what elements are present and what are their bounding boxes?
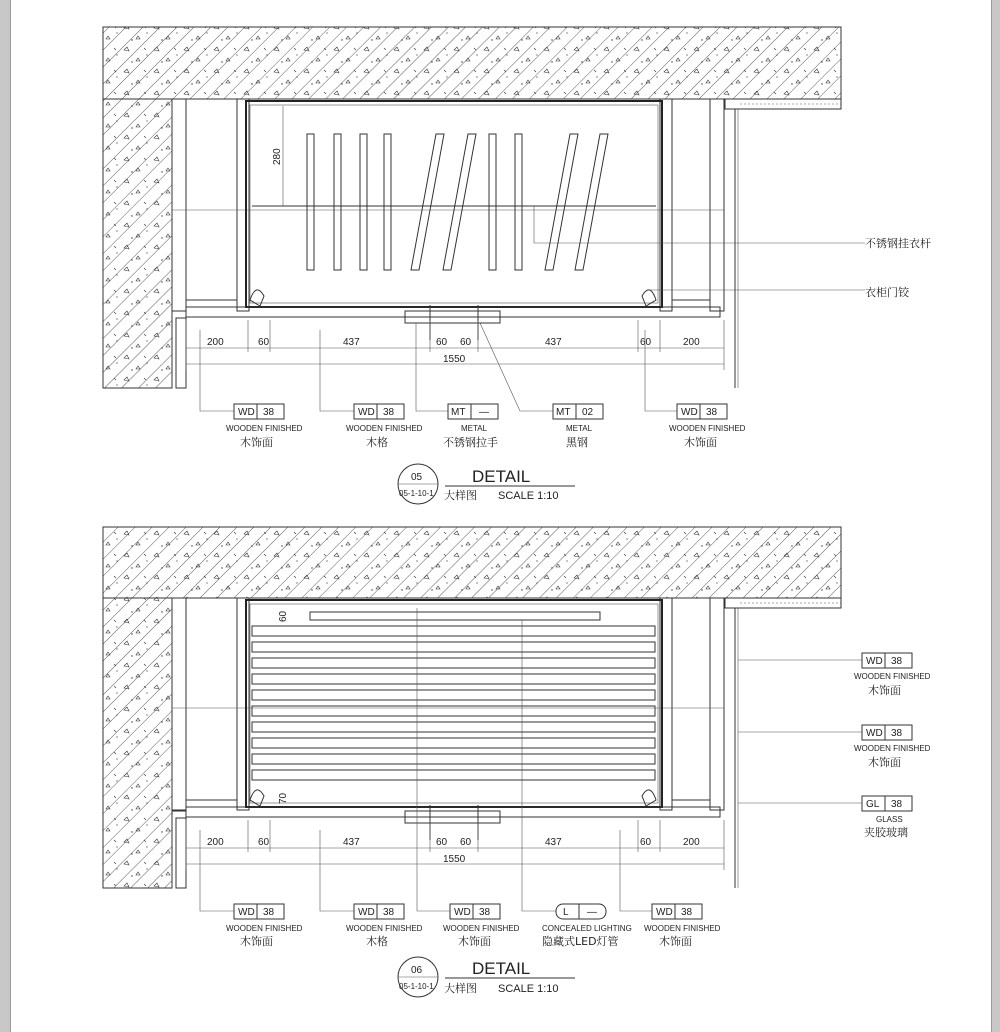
svg-text:WOODEN FINISHED: WOODEN FINISHED [346, 424, 423, 433]
material-tag [669, 404, 746, 449]
svg-text:38: 38 [263, 407, 275, 418]
material-tag [443, 404, 498, 449]
svg-text:WD: WD [866, 656, 883, 667]
svg-text:L: L [563, 907, 569, 918]
material-tag [443, 904, 520, 948]
dim: 200 [683, 337, 700, 348]
svg-text:夹胶玻璃: 夹胶玻璃 [864, 826, 908, 839]
svg-text:WOODEN FINISHED: WOODEN FINISHED [669, 424, 746, 433]
dim: 60 [436, 837, 448, 848]
dim: 200 [207, 837, 224, 848]
cabinet-box [246, 600, 662, 807]
svg-text:38: 38 [479, 907, 491, 918]
dim: 60 [436, 337, 448, 348]
svg-text:木饰面: 木饰面 [868, 684, 901, 697]
detail-06 [103, 527, 931, 997]
door-panels [186, 307, 720, 317]
dim: 60 [460, 837, 472, 848]
svg-text:METAL: METAL [566, 424, 593, 433]
material-tag [226, 404, 303, 449]
svg-text:WOODEN FINISHED: WOODEN FINISHED [226, 424, 303, 433]
detail-05 [103, 27, 931, 504]
material-tag-right [862, 796, 912, 839]
svg-text:38: 38 [706, 407, 718, 418]
led-tube [310, 612, 600, 620]
svg-text:木饰面: 木饰面 [458, 935, 491, 948]
svg-text:MT: MT [451, 407, 466, 418]
svg-text:WD: WD [358, 907, 375, 918]
svg-text:SCALE 1:10: SCALE 1:10 [498, 983, 559, 995]
svg-text:38: 38 [891, 799, 903, 810]
svg-text:METAL: METAL [461, 424, 488, 433]
svg-text:WD: WD [656, 907, 673, 918]
material-tag [346, 404, 423, 449]
svg-text:WD: WD [238, 907, 255, 918]
svg-text:06: 06 [411, 965, 423, 976]
svg-text:木饰面: 木饰面 [240, 935, 273, 948]
svg-text:WOODEN FINISHED: WOODEN FINISHED [644, 924, 721, 933]
material-tag [226, 904, 303, 948]
dim: 60 [640, 337, 652, 348]
svg-text:不锈钢拉手: 不锈钢拉手 [443, 436, 498, 449]
callout-rail-text: 不锈钢挂衣杆 [865, 237, 931, 250]
svg-text:CONCEALED LIGHTING: CONCEALED LIGHTING [542, 924, 632, 933]
dim: 437 [545, 837, 562, 848]
dim: 60 [640, 837, 652, 848]
svg-text:木格: 木格 [366, 935, 388, 948]
svg-text:木饰面: 木饰面 [659, 935, 692, 948]
dim-overall: 1550 [443, 854, 466, 865]
svg-text:38: 38 [263, 907, 275, 918]
detail-title-05 [398, 464, 575, 504]
callout-hinge-text: 衣柜门铰 [865, 286, 909, 299]
svg-text:38: 38 [383, 407, 395, 418]
svg-text:DETAIL: DETAIL [472, 467, 531, 486]
svg-text:大样图: 大样图 [444, 982, 477, 995]
svg-text:05-1-10-1: 05-1-10-1 [399, 982, 434, 991]
svg-text:木饰面: 木饰面 [868, 756, 901, 769]
dim-70: 70 [278, 792, 289, 804]
dim: 60 [460, 337, 472, 348]
dim: 437 [545, 337, 562, 348]
material-tag-right [854, 725, 931, 769]
dim: 60 [258, 837, 270, 848]
svg-text:WOODEN FINISHED: WOODEN FINISHED [854, 744, 931, 753]
dim: 200 [683, 837, 700, 848]
svg-text:WOODEN FINISHED: WOODEN FINISHED [443, 924, 520, 933]
material-tag [553, 404, 603, 449]
svg-text:GL: GL [866, 799, 880, 810]
material-tag-right [854, 653, 931, 697]
svg-text:38: 38 [383, 907, 395, 918]
dim-280: 280 [272, 148, 283, 165]
dim: 437 [343, 837, 360, 848]
dimension-chain [186, 820, 724, 870]
svg-text:隐藏式LED灯管: 隐藏式LED灯管 [542, 935, 619, 948]
svg-text:GLASS: GLASS [876, 815, 903, 824]
svg-text:WD: WD [454, 907, 471, 918]
svg-text:MT: MT [556, 407, 571, 418]
detail-title-06 [398, 957, 575, 997]
svg-text:38: 38 [891, 728, 903, 739]
material-tag [346, 904, 423, 948]
svg-text:—: — [587, 907, 597, 918]
svg-text:WOODEN FINISHED: WOODEN FINISHED [346, 924, 423, 933]
dim: 200 [207, 337, 224, 348]
svg-text:WD: WD [866, 728, 883, 739]
svg-text:38: 38 [681, 907, 693, 918]
hangers [307, 134, 608, 270]
cabinet-box [246, 101, 662, 307]
svg-text:WD: WD [681, 407, 698, 418]
svg-text:WOODEN FINISHED: WOODEN FINISHED [226, 924, 303, 933]
svg-text:WD: WD [358, 407, 375, 418]
svg-text:SCALE 1:10: SCALE 1:10 [498, 490, 559, 502]
svg-text:05: 05 [411, 472, 423, 483]
dim: 60 [258, 337, 270, 348]
svg-text:大样图: 大样图 [444, 489, 477, 502]
svg-text:黑钢: 黑钢 [566, 436, 588, 449]
dimension-chain [186, 320, 724, 370]
svg-text:02: 02 [582, 407, 594, 418]
svg-text:木饰面: 木饰面 [684, 436, 717, 449]
material-tag [644, 904, 721, 948]
svg-text:木格: 木格 [366, 436, 388, 449]
material-tag [542, 904, 632, 948]
door-panels [186, 807, 720, 817]
shelves [252, 626, 655, 780]
svg-text:05-1-10-1: 05-1-10-1 [399, 489, 434, 498]
svg-text:DETAIL: DETAIL [472, 959, 531, 978]
svg-text:WOODEN FINISHED: WOODEN FINISHED [854, 672, 931, 681]
dim: 437 [343, 337, 360, 348]
svg-text:38: 38 [891, 656, 903, 667]
dim-overall: 1550 [443, 354, 466, 365]
svg-text:WD: WD [238, 407, 255, 418]
dim-60: 60 [278, 610, 289, 622]
svg-text:木饰面: 木饰面 [240, 436, 273, 449]
svg-text:—: — [479, 407, 489, 418]
